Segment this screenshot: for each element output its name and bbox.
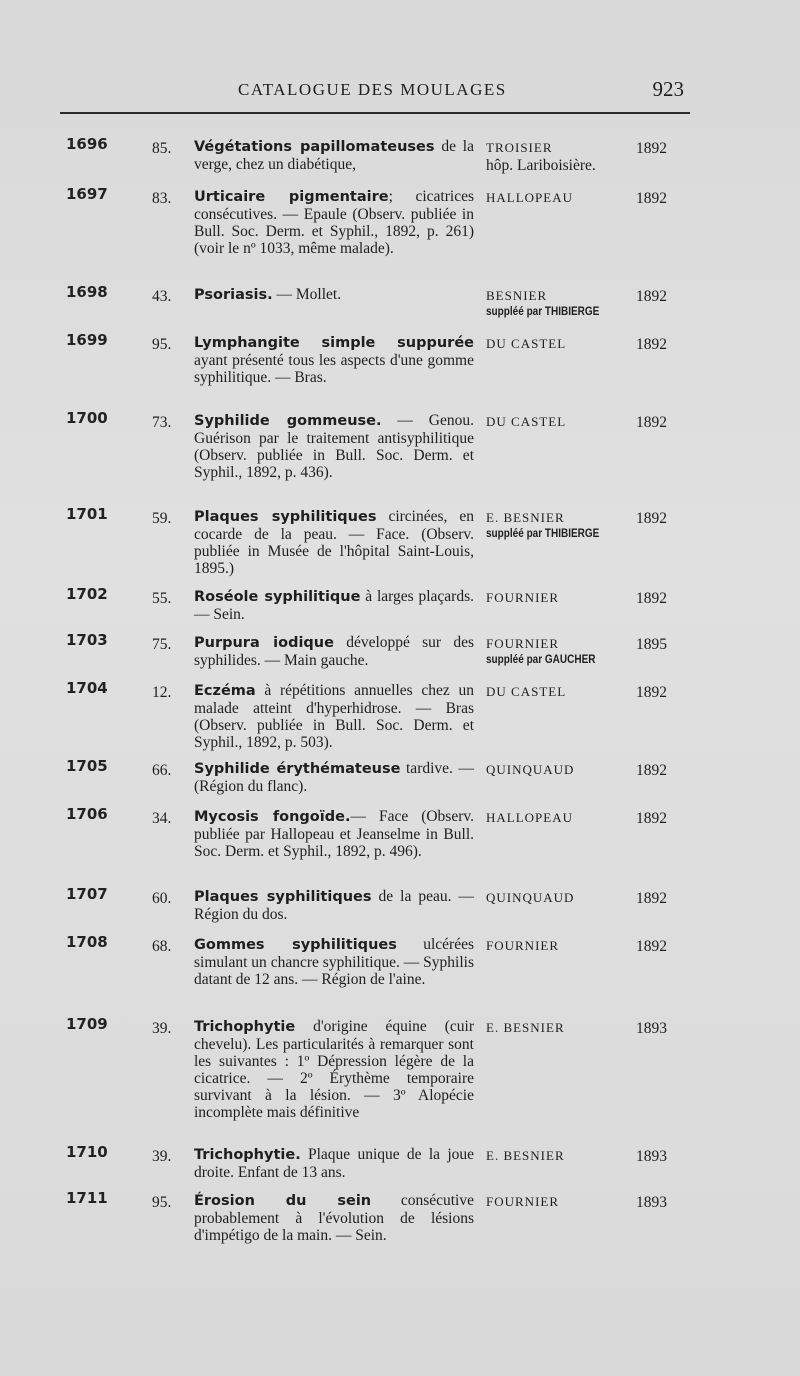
entry-body: de la verge, chez un diabétique,: [194, 138, 474, 173]
entry-body: ayant présenté tous les aspects d'une gomme syphilitique. — Bras.: [194, 352, 474, 386]
entry-author: TROISIER: [486, 140, 553, 155]
entry-title: Eczéma: [194, 683, 256, 699]
entry-year: 1892: [636, 510, 667, 527]
entry-body: à larges plaçards. — Sein.: [194, 588, 474, 623]
entry-description: [194, 682, 474, 751]
entry-title: Purpura iodique: [194, 635, 334, 651]
entry-title: Syphilide gommeuse.: [194, 413, 382, 429]
entry-description: [194, 334, 474, 386]
entry-author-name: BESNIER: [486, 288, 548, 303]
entry-description: [194, 1018, 474, 1121]
entry-body: tardive. — (Région du flanc).: [194, 760, 474, 795]
sequence-number: 83.: [152, 190, 172, 207]
entry-body: de la peau. — Région du dos.: [194, 888, 474, 923]
entry-author: QUINQUAUD: [486, 890, 575, 905]
entry-author: HALLOPEAU: [486, 190, 573, 205]
entry-body: — Mollet.: [272, 286, 342, 303]
catalogue-number: 1696: [66, 135, 108, 153]
catalogue-number: 1705: [66, 757, 108, 775]
entry-year: 1892: [636, 590, 667, 607]
catalogue-number: 1702: [66, 585, 108, 603]
entry-year: 1895: [636, 636, 667, 653]
catalogue-number: 1709: [66, 1015, 108, 1033]
sequence-number: 12.: [152, 684, 172, 701]
sequence-number: 43.: [152, 288, 172, 305]
sequence-number: 39.: [152, 1020, 172, 1037]
catalogue-number: 1711: [66, 1189, 108, 1207]
entry-author: E. BESNIER: [486, 1020, 565, 1035]
catalogue-number: 1697: [66, 185, 108, 203]
entry-author: DU CASTEL: [486, 414, 567, 429]
entry-title: Plaques syphilitiques: [194, 889, 372, 905]
entry-title: Trichophytie.: [194, 1147, 301, 1163]
entry-title: Syphilide érythémateuse: [194, 761, 401, 777]
entry-description: [194, 188, 474, 257]
entry-author-substitute: suppléé par GAUCHER: [486, 654, 596, 667]
catalogue-number: 1701: [66, 505, 108, 523]
running-title: CATALOGUE DES MOULAGES: [238, 80, 507, 99]
entry-year: 1892: [636, 762, 667, 779]
sequence-number: 34.: [152, 810, 172, 827]
entry-author: QUINQUAUD: [486, 762, 575, 777]
entry-author-name: E. BESNIER: [486, 510, 565, 525]
entry-description: [194, 808, 474, 860]
entry-description: [194, 760, 474, 795]
sequence-number: 39.: [152, 1148, 172, 1165]
entry-year: 1892: [636, 140, 667, 157]
sequence-number: 85.: [152, 140, 172, 157]
entry-description: [194, 634, 474, 669]
entry-year: 1893: [636, 1020, 667, 1037]
entry-description: [194, 286, 474, 304]
entry-author: FOURNIER: [486, 1194, 560, 1209]
entry-body: d'origine équine (cuir chevelu). Les particularités à remarquer sont les suivantes : 1º Dépression légère de la cicatrice. — 2º Érythème temporaire survivant à la lésion. — 3º Alopécie incomplète mais définitive: [194, 1018, 474, 1121]
entry-year: 1892: [636, 190, 667, 207]
entry-author: E. BESNIER: [486, 1148, 565, 1163]
entry-author-substitute: suppléé par THIBIERGE: [486, 528, 600, 541]
entry-description: [194, 508, 474, 577]
entry-title: Roséole syphilitique: [194, 589, 361, 605]
entry-year: 1893: [636, 1148, 667, 1165]
header-rule: [60, 112, 690, 114]
entry-author: DU CASTEL: [486, 336, 567, 351]
catalogue-number: 1706: [66, 805, 108, 823]
catalogue-number: 1703: [66, 631, 108, 649]
entry-year: 1892: [636, 810, 667, 827]
catalogue-number: 1699: [66, 331, 108, 349]
sequence-number: 95.: [152, 1194, 172, 1211]
entry-author: DU CASTEL: [486, 684, 567, 699]
catalogue-number: 1707: [66, 885, 108, 903]
entry-title: Végétations papillomateuses: [194, 139, 435, 155]
page-header: [60, 77, 690, 106]
sequence-number: 95.: [152, 336, 172, 353]
entry-year: 1892: [636, 890, 667, 907]
entry-author: HALLOPEAU: [486, 810, 573, 825]
entry-title: Plaques syphilitiques: [194, 509, 377, 525]
catalogue-number: 1710: [66, 1143, 108, 1161]
entry-author: [486, 288, 626, 317]
catalogue-number: 1708: [66, 933, 108, 951]
entry-body: à répétitions annuelles chez un malade atteint d'hyperhidrose. — Bras (Observ. publiée in Bull. Soc. Derm. et Syphil., 1892, p. 503).: [194, 682, 474, 751]
entry-description: [194, 936, 474, 988]
entry-body: circinées, en cocarde de la peau. — Face. (Observ. publiée in Musée de l'hôpital Saint-Louis, 1895.): [194, 508, 474, 577]
page-number: 923: [652, 77, 684, 101]
sequence-number: 60.: [152, 890, 172, 907]
entry-author: [486, 636, 626, 665]
entry-year: 1892: [636, 336, 667, 353]
entry-year: 1892: [636, 938, 667, 955]
entry-title: Urticaire pigmentaire: [194, 189, 389, 205]
entry-year: 1892: [636, 288, 667, 305]
sequence-number: 59.: [152, 510, 172, 527]
entry-title: Mycosis fongoïde.: [194, 809, 351, 825]
entry-description: [194, 412, 474, 481]
entry-description: [194, 888, 474, 923]
entry-body: consécutive probablement à l'évolution de lésions d'impétigo de la main. — Sein.: [194, 1192, 474, 1244]
entry-year: 1892: [636, 684, 667, 701]
entry-author-substitute: suppléé par THIBIERGE: [486, 306, 600, 319]
entry-year: 1892: [636, 414, 667, 431]
catalogue-number: 1700: [66, 409, 108, 427]
sequence-number: 73.: [152, 414, 172, 431]
entry-description: [194, 138, 474, 173]
entry-author: FOURNIER: [486, 590, 560, 605]
entry-body: développé sur des syphilides. — Main gauche.: [194, 634, 474, 669]
entry-year: 1893: [636, 1194, 667, 1211]
sequence-number: 66.: [152, 762, 172, 779]
catalogue-number: 1698: [66, 283, 108, 301]
entry-author-name: FOURNIER: [486, 636, 560, 651]
entry-title: Trichophytie: [194, 1019, 296, 1035]
sequence-number: 75.: [152, 636, 172, 653]
entry-author-note: hôp. Lariboisière.: [486, 157, 596, 174]
sequence-number: 68.: [152, 938, 172, 955]
entry-title: Lymphangite simple suppurée: [194, 335, 474, 351]
sequence-number: 55.: [152, 590, 172, 607]
entry-body: ulcérées simulant un chancre syphilitique. — Syphilis datant de 12 ans. — Région de l'aine.: [194, 936, 474, 988]
entry-body: — Genou. Guérison par le traitement antisyphilitique (Observ. publiée in Bull. Soc. Derm. et Syphil., 1892, p. 436).: [194, 412, 475, 481]
entry-body: — Face (Observ. publiée par Hallopeau et Jeanselme in Bull. Soc. Derm. et Syphil., 1892, p. 496).: [194, 808, 475, 860]
entry-body: ; cicatrices consécutives. — Epaule (Observ. publiée in Bull. Soc. Derm. et Syphil., 1892, p. 261) (voir le nº 1033, même malade).: [194, 188, 474, 257]
entry-title: Érosion du sein: [194, 1193, 372, 1209]
entry-description: [194, 1146, 474, 1181]
entry-body: Plaque unique de la joue droite. Enfant de 13 ans.: [194, 1146, 474, 1181]
entry-author: FOURNIER: [486, 938, 560, 953]
catalogue-number: 1704: [66, 679, 108, 697]
entry-title: Psoriasis.: [194, 287, 273, 303]
entry-author: [486, 510, 626, 539]
entry-description: [194, 588, 474, 623]
entry-description: [194, 1192, 474, 1244]
entry-title: Gommes syphilitiques: [194, 937, 397, 953]
